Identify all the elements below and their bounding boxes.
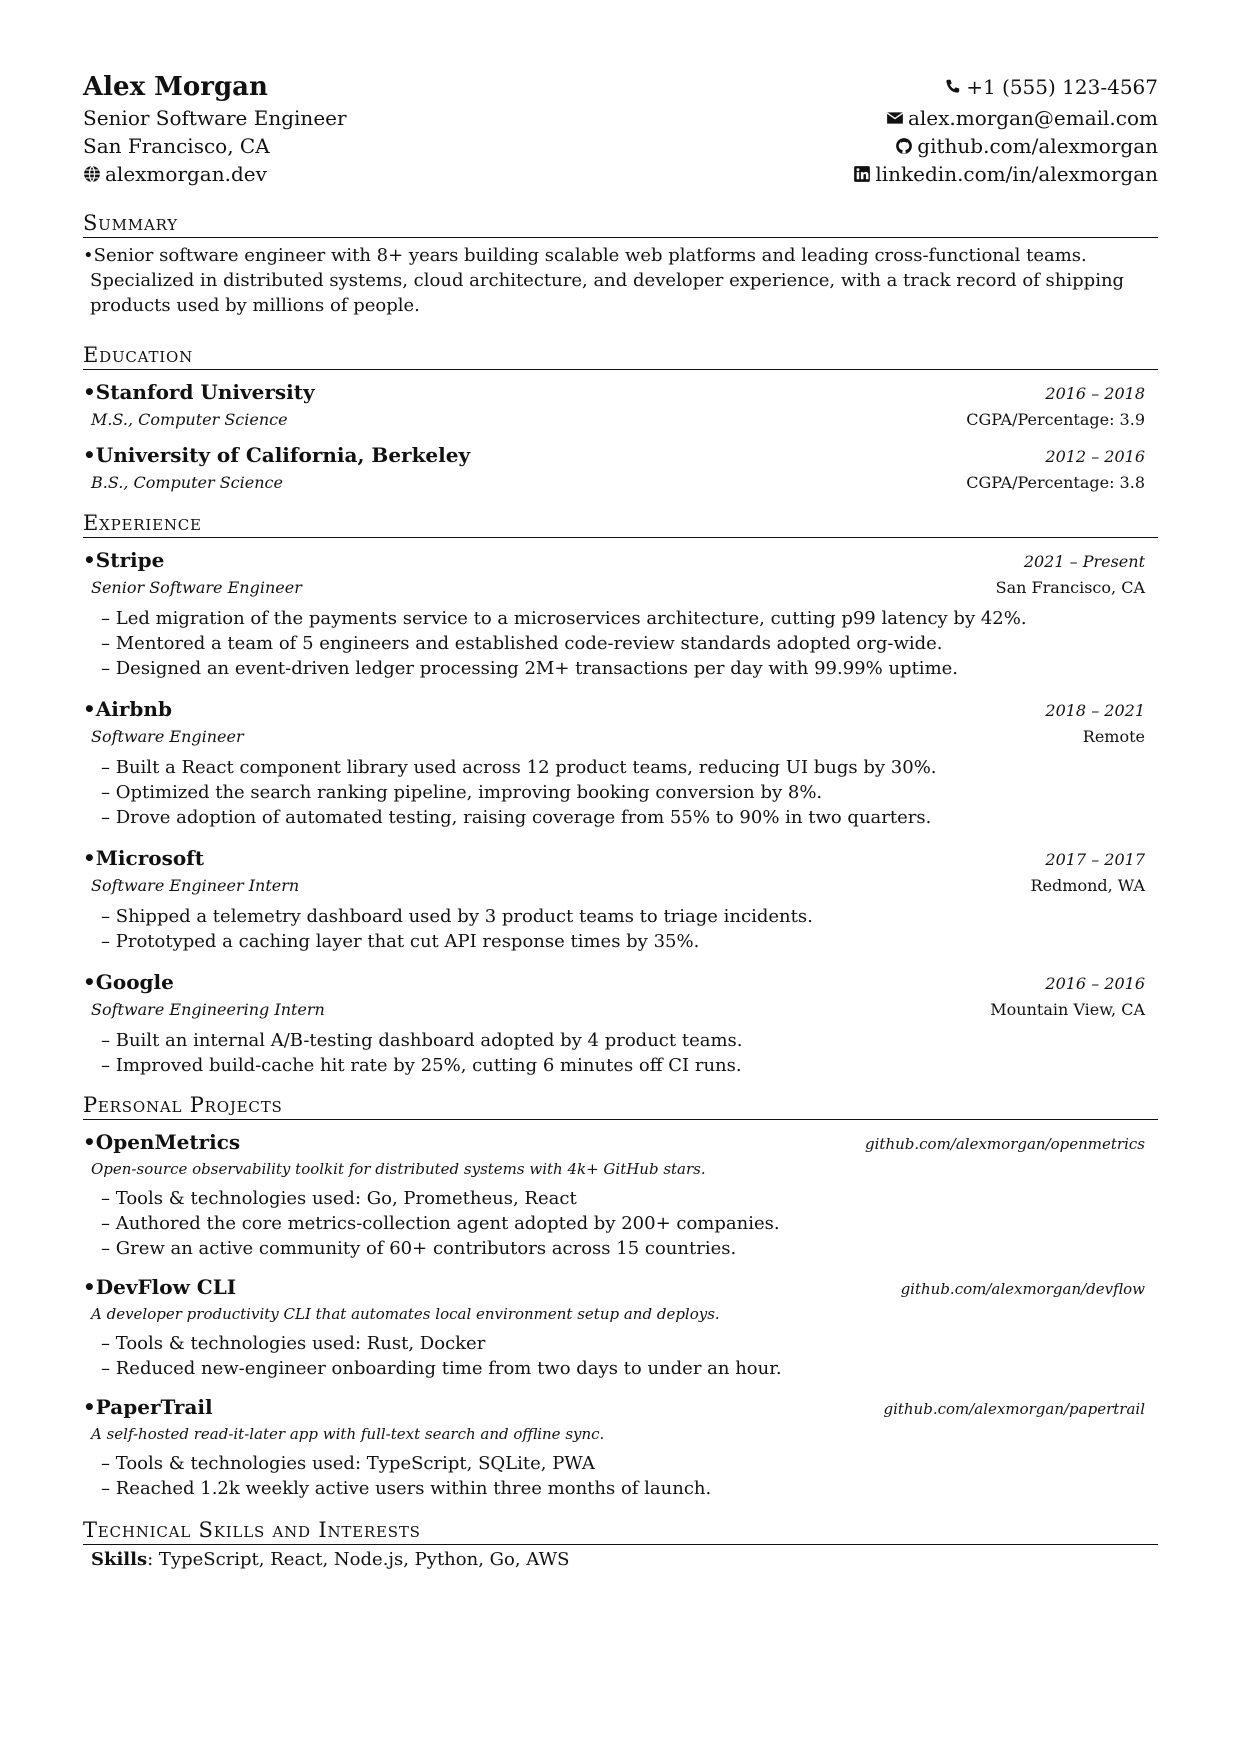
linkedin-line[interactable] [853,160,1158,188]
skills-value: : TypeScript, React, Node.js, Python, Go, AWS [147,1549,570,1570]
header-right [853,70,1158,188]
experience-row [83,873,1158,899]
linkedin-link[interactable]: linkedin.com/in/alexmorgan [875,162,1158,186]
github-icon [895,137,913,155]
bullet-item: – Reached 1.2k weekly active users within three months of launch. [101,1476,1158,1501]
job-role: Software Engineer Intern [91,876,300,895]
job-role: Software Engineer [91,727,244,746]
education-entry [83,378,1158,433]
project-name: •DevFlow CLI [83,1275,237,1299]
bullet-item: – Built a React component library used across 12 product teams, reducing UI bugs by 30%. [101,755,1158,780]
experience-dates: 2017 – 2017 [1045,850,1145,869]
company-name: •Stripe [83,548,165,572]
project-description: A self-hosted read-it-later app with full-text search and offline sync. [91,1425,605,1443]
education-row [83,441,1158,470]
education-section [83,342,1158,496]
envelope-icon [886,109,904,127]
linkedin-icon [853,165,871,183]
bullet-item: – Reduced new-engineer onboarding time from two days to under an hour. [101,1356,1158,1381]
grade: CGPA/Percentage: 3.8 [966,473,1145,492]
bullet-item: – Improved build-cache hit rate by 25%, cutting 6 minutes off CI runs. [101,1053,1158,1078]
project-description: A developer productivity CLI that automates local environment setup and deploys. [91,1305,720,1323]
project-link[interactable]: github.com/alexmorgan/papertrail [883,1400,1145,1418]
job-location: Redmond, WA [1030,876,1145,895]
bullet-list [83,1451,1158,1501]
section-title-experience: Experience [83,510,1158,538]
experience-row [83,575,1158,601]
project-entry [83,1393,1158,1501]
education-entry [83,441,1158,496]
bullet-list [83,904,1158,954]
summary-section [83,210,1158,318]
website-line[interactable] [83,160,347,188]
school-name: •University of California, Berkeley [83,443,471,467]
summary-text: •Senior software engineer with 8+ years building scalable web platforms and leading cross-functional teams. Specialized in distributed systems, cloud architecture, and developer experience, with a track record of shipping products used by millions of people. [83,245,1125,316]
experience-dates: 2018 – 2021 [1045,701,1145,720]
bullet-item: – Led migration of the payments service to a microservices architecture, cutting p99 latency by 42%. [101,606,1158,631]
bullet-list [83,1028,1158,1078]
email-link[interactable]: alex.morgan@email.com [907,106,1158,130]
section-title-summary: Summary [83,210,1158,238]
company-name: •Airbnb [83,697,172,721]
experience-row [83,968,1158,997]
bullet-item: – Optimized the search ranking pipeline, improving booking conversion by 8%. [101,780,1158,805]
project-row [83,1128,1158,1157]
company-name: •Microsoft [83,846,205,870]
project-link[interactable]: github.com/alexmorgan/openmetrics [865,1135,1145,1153]
candidate-name: Alex Morgan [83,72,268,102]
project-row [83,1273,1158,1302]
section-title-skills: Technical Skills and Interests [83,1517,1158,1545]
bullet-list [83,1186,1158,1261]
job-role: Software Engineering Intern [91,1000,325,1019]
experience-section [83,510,1158,1078]
experience-row [83,695,1158,724]
degree: B.S., Computer Science [91,473,283,492]
github-link[interactable]: github.com/alexmorgan [917,134,1158,158]
website-link[interactable]: alexmorgan.dev [105,162,267,186]
skills-label: Skills [91,1549,148,1570]
globe-icon [83,165,101,183]
experience-entry [83,546,1158,681]
project-link[interactable]: github.com/alexmorgan/devflow [900,1280,1145,1298]
bullet-item: – Authored the core metrics-collection agent adopted by 200+ companies. [101,1211,1158,1236]
bullet-item: – Tools & technologies used: Rust, Docker [101,1331,1158,1356]
education-row [83,470,1158,496]
experience-row [83,724,1158,750]
project-name: •PaperTrail [83,1395,213,1419]
experience-dates: 2016 – 2016 [1045,974,1145,993]
bullet-item: – Tools & technologies used: TypeScript, SQLite, PWA [101,1451,1158,1476]
bullet-item: – Designed an event-driven ledger processing 2M+ transactions per day with 99.99% uptime. [101,656,1158,681]
projects-section [83,1092,1158,1501]
skills-section [83,1517,1158,1570]
job-location: San Francisco, CA [995,578,1145,597]
experience-entry [83,695,1158,830]
section-title-projects: Personal Projects [83,1092,1158,1120]
experience-dates: 2021 – Present [1023,552,1145,571]
project-entry [83,1128,1158,1261]
candidate-title: Senior Software Engineer [83,106,347,130]
bullet-item: – Built an internal A/B-testing dashboard adopted by 4 product teams. [101,1028,1158,1053]
company-name: •Google [83,970,174,994]
skills-line [83,1549,1158,1570]
project-name: •OpenMetrics [83,1130,241,1154]
project-entry [83,1273,1158,1381]
bullet-item: – Drove adoption of automated testing, raising coverage from 55% to 90% in two quarters. [101,805,1158,830]
bullet-item: – Grew an active community of 60+ contributors across 15 countries. [101,1236,1158,1261]
job-location: Remote [1082,727,1145,746]
job-role: Senior Software Engineer [91,578,302,597]
bullet-item: – Mentored a team of 5 engineers and established code-review standards adopted org-wide. [101,631,1158,656]
job-location: Mountain View, CA [990,1000,1145,1019]
education-row [83,378,1158,407]
education-dates: 2016 – 2018 [1045,384,1145,403]
header-left [83,70,347,188]
experience-row [83,844,1158,873]
education-dates: 2012 – 2016 [1045,447,1145,466]
github-line[interactable] [853,132,1158,160]
bullet-list [83,755,1158,830]
education-row [83,407,1158,433]
phone-number[interactable]: +1 (555) 123-4567 [966,75,1158,99]
phone-line[interactable] [853,70,1158,104]
email-line[interactable] [853,104,1158,132]
experience-row [83,546,1158,575]
experience-entry [83,844,1158,954]
phone-icon [944,78,962,96]
degree: M.S., Computer Science [91,410,288,429]
bullet-item: – Prototyped a caching layer that cut API response times by 35%. [101,929,1158,954]
grade: CGPA/Percentage: 3.9 [966,410,1145,429]
bullet-item: – Shipped a telemetry dashboard used by 3 product teams to triage incidents. [101,904,1158,929]
experience-entry [83,968,1158,1078]
project-row [83,1393,1158,1422]
bullet-list [83,606,1158,681]
bullet-list [83,1331,1158,1381]
candidate-location: San Francisco, CA [83,134,270,158]
project-description: Open-source observability toolkit for distributed systems with 4k+ GitHub stars. [91,1160,706,1178]
experience-row [83,997,1158,1023]
bullet-item: – Tools & technologies used: Go, Prometheus, React [101,1186,1158,1211]
section-title-education: Education [83,342,1158,370]
resume-header [83,70,1158,188]
school-name: •Stanford University [83,380,315,404]
